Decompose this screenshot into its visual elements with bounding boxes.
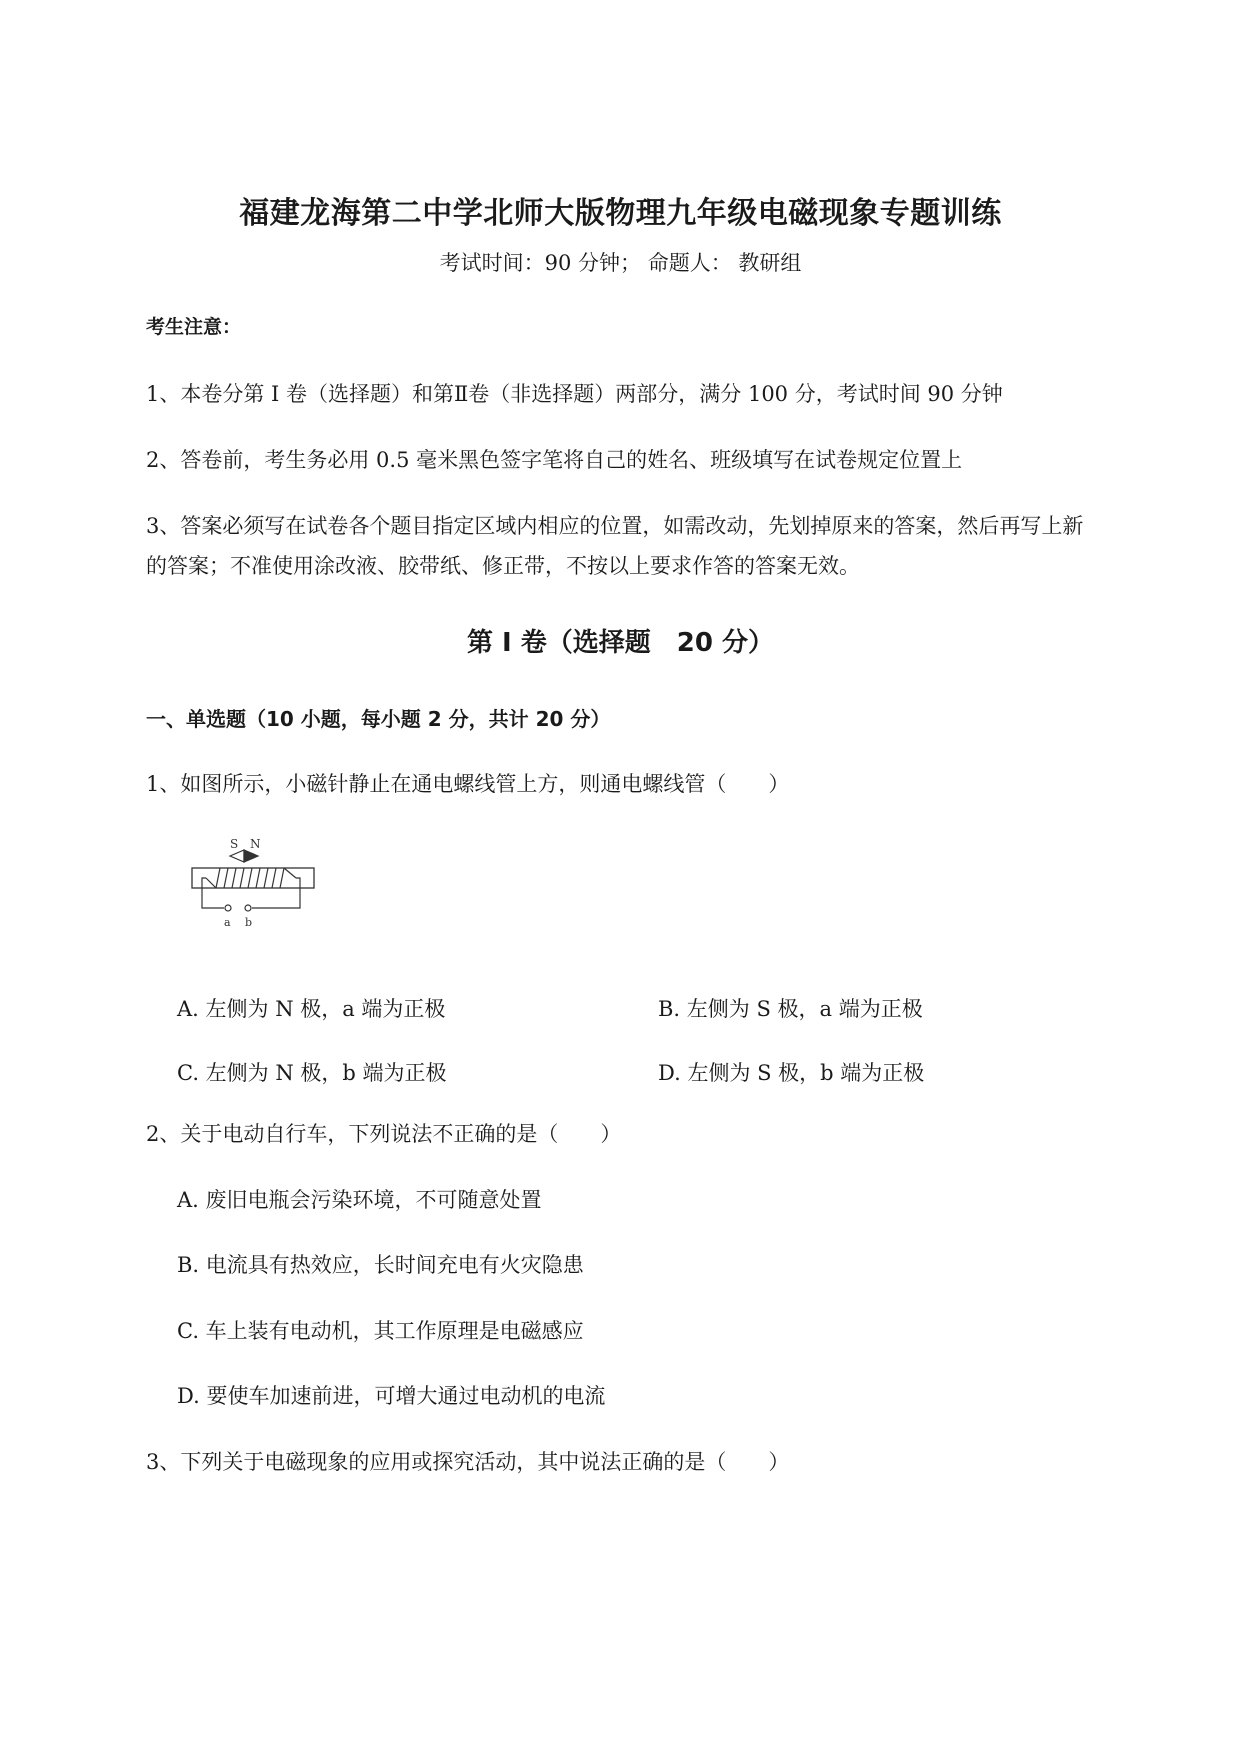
notice-item-3: 3、答案必须写在试卷各个题目指定区域内相应的位置，如需改动，先划掉原来的答案，然后再写上新 xyxy=(146,514,1084,538)
question-1-option-b: B. 左侧为 S 极，a 端为正极 xyxy=(658,997,923,1021)
terminal-a xyxy=(225,905,231,911)
notice-item-3-continued: 的答案；不准使用涂改液、胶带纸、修正带，不按以上要求作答的答案无效。 xyxy=(146,554,860,578)
notice-item-1: 1、本卷分第 I 卷（选择题）和第Ⅱ卷（非选择题）两部分，满分 100 分，考试时间 90 分钟 xyxy=(146,382,1003,406)
question-2-stem: 2、关于电动自行车，下列说法不正确的是（ ） xyxy=(146,1122,622,1146)
section-title: 第 I 卷（选择题 20 分） xyxy=(466,628,774,658)
solenoid-figure xyxy=(188,830,318,932)
notice-item-2: 2、答卷前，考生务必用 0.5 毫米黑色签字笔将自己的姓名、班级填写在试卷规定位置上 xyxy=(146,448,963,472)
needle-s-label: S xyxy=(230,837,239,851)
question-2-option-c: C. 车上装有电动机，其工作原理是电磁感应 xyxy=(177,1319,584,1343)
solenoid-coil xyxy=(206,868,296,888)
question-1-option-a: A. 左侧为 N 极，a 端为正极 xyxy=(177,997,446,1021)
question-1-stem: 1、如图所示，小磁针静止在通电螺线管上方，则通电螺线管（ ） xyxy=(146,772,790,796)
terminal-b-label: b xyxy=(245,916,253,929)
question-3-stem: 3、下列关于电磁现象的应用或探究活动，其中说法正确的是（ ） xyxy=(146,1450,790,1474)
question-2-option-a: A. 废旧电瓶会污染环境，不可随意处置 xyxy=(177,1188,542,1212)
question-2-option-b: B. 电流具有热效应，长时间充电有火灾隐患 xyxy=(177,1253,584,1277)
part-heading: 一、单选题（10 小题，每小题 2 分，共计 20 分） xyxy=(146,707,611,731)
needle-n-label: N xyxy=(250,837,261,851)
question-1-option-c: C. 左侧为 N 极，b 端为正极 xyxy=(177,1061,447,1085)
exam-info: 考试时间：90 分钟； 命题人： 教研组 xyxy=(439,251,802,275)
compass-needle xyxy=(230,850,258,862)
notice-heading: 考生注意： xyxy=(146,316,242,338)
page-title: 福建龙海第二中学北师大版物理九年级电磁现象专题训练 xyxy=(239,196,1002,231)
terminal-b xyxy=(245,905,251,911)
question-1-option-d: D. 左侧为 S 极，b 端为正极 xyxy=(658,1061,925,1085)
terminal-a-label: a xyxy=(224,916,231,929)
question-2-option-d: D. 要使车加速前进，可增大通过电动机的电流 xyxy=(177,1384,606,1408)
